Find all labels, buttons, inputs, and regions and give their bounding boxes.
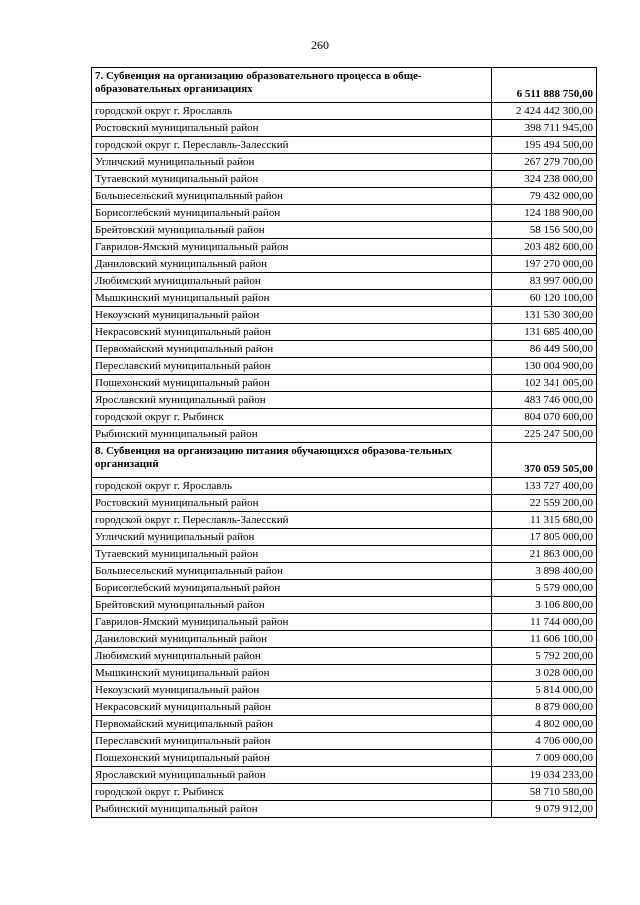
table-row	[92, 290, 597, 307]
table-row	[92, 512, 597, 529]
subvention-amount: 5 814 000,00	[492, 682, 597, 699]
subvention-amount: 8 879 000,00	[492, 699, 597, 716]
municipality-name: Мышкинский муниципальный район	[92, 665, 492, 682]
municipality-name: Первомайский муниципальный район	[92, 341, 492, 358]
subvention-amount: 131 530 300,00	[492, 307, 597, 324]
subvention-amount: 21 863 000,00	[492, 546, 597, 563]
table-row	[92, 665, 597, 682]
subvention-amount: 124 188 900,00	[492, 205, 597, 222]
subvention-amount: 83 997 000,00	[492, 273, 597, 290]
municipality-name: Мышкинский муниципальный район	[92, 290, 492, 307]
municipality-name: Некоузский муниципальный район	[92, 682, 492, 699]
municipality-name: Гаврилов-Ямский муниципальный район	[92, 239, 492, 256]
section-header-row	[92, 443, 597, 478]
table-row	[92, 784, 597, 801]
subvention-amount: 7 009 000,00	[492, 750, 597, 767]
table-row	[92, 580, 597, 597]
subvention-amount: 483 746 000,00	[492, 392, 597, 409]
municipality-name: городской округ г. Ярославль	[92, 103, 492, 120]
subvention-amount: 324 238 000,00	[492, 171, 597, 188]
subvention-amount: 3 028 000,00	[492, 665, 597, 682]
subvention-amount: 130 004 900,00	[492, 358, 597, 375]
table-row	[92, 529, 597, 546]
subvention-amount: 19 034 233,00	[492, 767, 597, 784]
table-row	[92, 733, 597, 750]
table-row	[92, 716, 597, 733]
municipality-name: Любимский муниципальный район	[92, 648, 492, 665]
subvention-amount: 11 744 000,00	[492, 614, 597, 631]
municipality-name: Даниловский муниципальный район	[92, 256, 492, 273]
table-row	[92, 256, 597, 273]
subvention-table	[91, 67, 597, 818]
table-row	[92, 648, 597, 665]
table-row	[92, 188, 597, 205]
municipality-name: Борисоглебский муниципальный район	[92, 205, 492, 222]
municipality-name: Некоузский муниципальный район	[92, 307, 492, 324]
municipality-name: Пошехонский муниципальный район	[92, 375, 492, 392]
subvention-amount: 4 706 000,00	[492, 733, 597, 750]
municipality-name: Большесельский муниципальный район	[92, 188, 492, 205]
table-row	[92, 239, 597, 256]
table-row	[92, 426, 597, 443]
municipality-name: Рыбинский муниципальный район	[92, 426, 492, 443]
municipality-name: Любимский муниципальный район	[92, 273, 492, 290]
subvention-amount: 58 156 500,00	[492, 222, 597, 239]
table-row	[92, 597, 597, 614]
table-row	[92, 171, 597, 188]
table-row	[92, 750, 597, 767]
subvention-table-body	[92, 68, 597, 818]
table-row	[92, 631, 597, 648]
municipality-name: Борисоглебский муниципальный район	[92, 580, 492, 597]
subvention-amount: 58 710 580,00	[492, 784, 597, 801]
subvention-amount: 5 579 000,00	[492, 580, 597, 597]
subvention-amount: 79 432 000,00	[492, 188, 597, 205]
municipality-name: Ярославский муниципальный район	[92, 392, 492, 409]
subvention-amount: 3 106 800,00	[492, 597, 597, 614]
subvention-amount: 4 802 000,00	[492, 716, 597, 733]
municipality-name: Ростовский муниципальный район	[92, 120, 492, 137]
table-row	[92, 495, 597, 512]
section-title: 7. Субвенция на организацию образовательного процесса в обще-образовательных организациях	[92, 68, 492, 103]
subvention-amount: 22 559 200,00	[492, 495, 597, 512]
table-row	[92, 563, 597, 580]
section-total: 6 511 888 750,00	[492, 68, 597, 103]
table-row	[92, 307, 597, 324]
subvention-amount: 267 279 700,00	[492, 154, 597, 171]
municipality-name: Первомайский муниципальный район	[92, 716, 492, 733]
table-row	[92, 375, 597, 392]
municipality-name: Угличский муниципальный район	[92, 154, 492, 171]
municipality-name: Даниловский муниципальный район	[92, 631, 492, 648]
section-title: 8. Субвенция на организацию питания обучающихся образова-тельных организаций	[92, 443, 492, 478]
subvention-amount: 2 424 442 300,00	[492, 103, 597, 120]
table-row	[92, 801, 597, 818]
municipality-name: Брейтовский муниципальный район	[92, 222, 492, 239]
table-row	[92, 154, 597, 171]
section-total: 370 059 505,00	[492, 443, 597, 478]
municipality-name: Некрасовский муниципальный район	[92, 699, 492, 716]
table-row	[92, 273, 597, 290]
subvention-amount: 133 727 400,00	[492, 478, 597, 495]
subvention-amount: 203 482 600,00	[492, 239, 597, 256]
subvention-amount: 3 898 400,00	[492, 563, 597, 580]
table-row	[92, 614, 597, 631]
municipality-name: Брейтовский муниципальный район	[92, 597, 492, 614]
municipality-name: городской округ г. Рыбинск	[92, 409, 492, 426]
table-row	[92, 409, 597, 426]
municipality-name: Ростовский муниципальный район	[92, 495, 492, 512]
table-row	[92, 767, 597, 784]
table-row	[92, 324, 597, 341]
subvention-amount: 195 494 500,00	[492, 137, 597, 154]
municipality-name: Гаврилов-Ямский муниципальный район	[92, 614, 492, 631]
subvention-amount: 197 270 000,00	[492, 256, 597, 273]
municipality-name: Тутаевский муниципальный район	[92, 546, 492, 563]
subvention-amount: 11 315 680,00	[492, 512, 597, 529]
municipality-name: городской округ г. Ярославль	[92, 478, 492, 495]
subvention-amount: 398 711 945,00	[492, 120, 597, 137]
subvention-amount: 11 606 100,00	[492, 631, 597, 648]
table-row	[92, 137, 597, 154]
municipality-name: Большесельский муниципальный район	[92, 563, 492, 580]
table-row	[92, 222, 597, 239]
table-row	[92, 341, 597, 358]
subvention-amount: 9 079 912,00	[492, 801, 597, 818]
table-row	[92, 546, 597, 563]
municipality-name: Некрасовский муниципальный район	[92, 324, 492, 341]
municipality-name: Рыбинский муниципальный район	[92, 801, 492, 818]
table-row	[92, 358, 597, 375]
subvention-amount: 225 247 500,00	[492, 426, 597, 443]
table-row	[92, 699, 597, 716]
subvention-amount: 5 792 200,00	[492, 648, 597, 665]
table-row	[92, 682, 597, 699]
municipality-name: Ярославский муниципальный район	[92, 767, 492, 784]
municipality-name: Угличский муниципальный район	[92, 529, 492, 546]
table-row	[92, 120, 597, 137]
table-row	[92, 478, 597, 495]
subvention-amount: 102 341 005,00	[492, 375, 597, 392]
municipality-name: городской округ г. Рыбинск	[92, 784, 492, 801]
subvention-amount: 86 449 500,00	[492, 341, 597, 358]
municipality-name: городской округ г. Переславль-Залесский	[92, 512, 492, 529]
municipality-name: городской округ г. Переславль-Залесский	[92, 137, 492, 154]
municipality-name: Переславский муниципальный район	[92, 358, 492, 375]
subvention-amount: 131 685 400,00	[492, 324, 597, 341]
table-row	[92, 205, 597, 222]
municipality-name: Тутаевский муниципальный район	[92, 171, 492, 188]
section-header-row	[92, 68, 597, 103]
municipality-name: Переславский муниципальный район	[92, 733, 492, 750]
table-row	[92, 103, 597, 120]
subvention-amount: 60 120 100,00	[492, 290, 597, 307]
municipality-name: Пошехонский муниципальный район	[92, 750, 492, 767]
table-row	[92, 392, 597, 409]
subvention-amount: 17 805 000,00	[492, 529, 597, 546]
page-number: 260	[311, 38, 329, 52]
subvention-amount: 804 070 600,00	[492, 409, 597, 426]
